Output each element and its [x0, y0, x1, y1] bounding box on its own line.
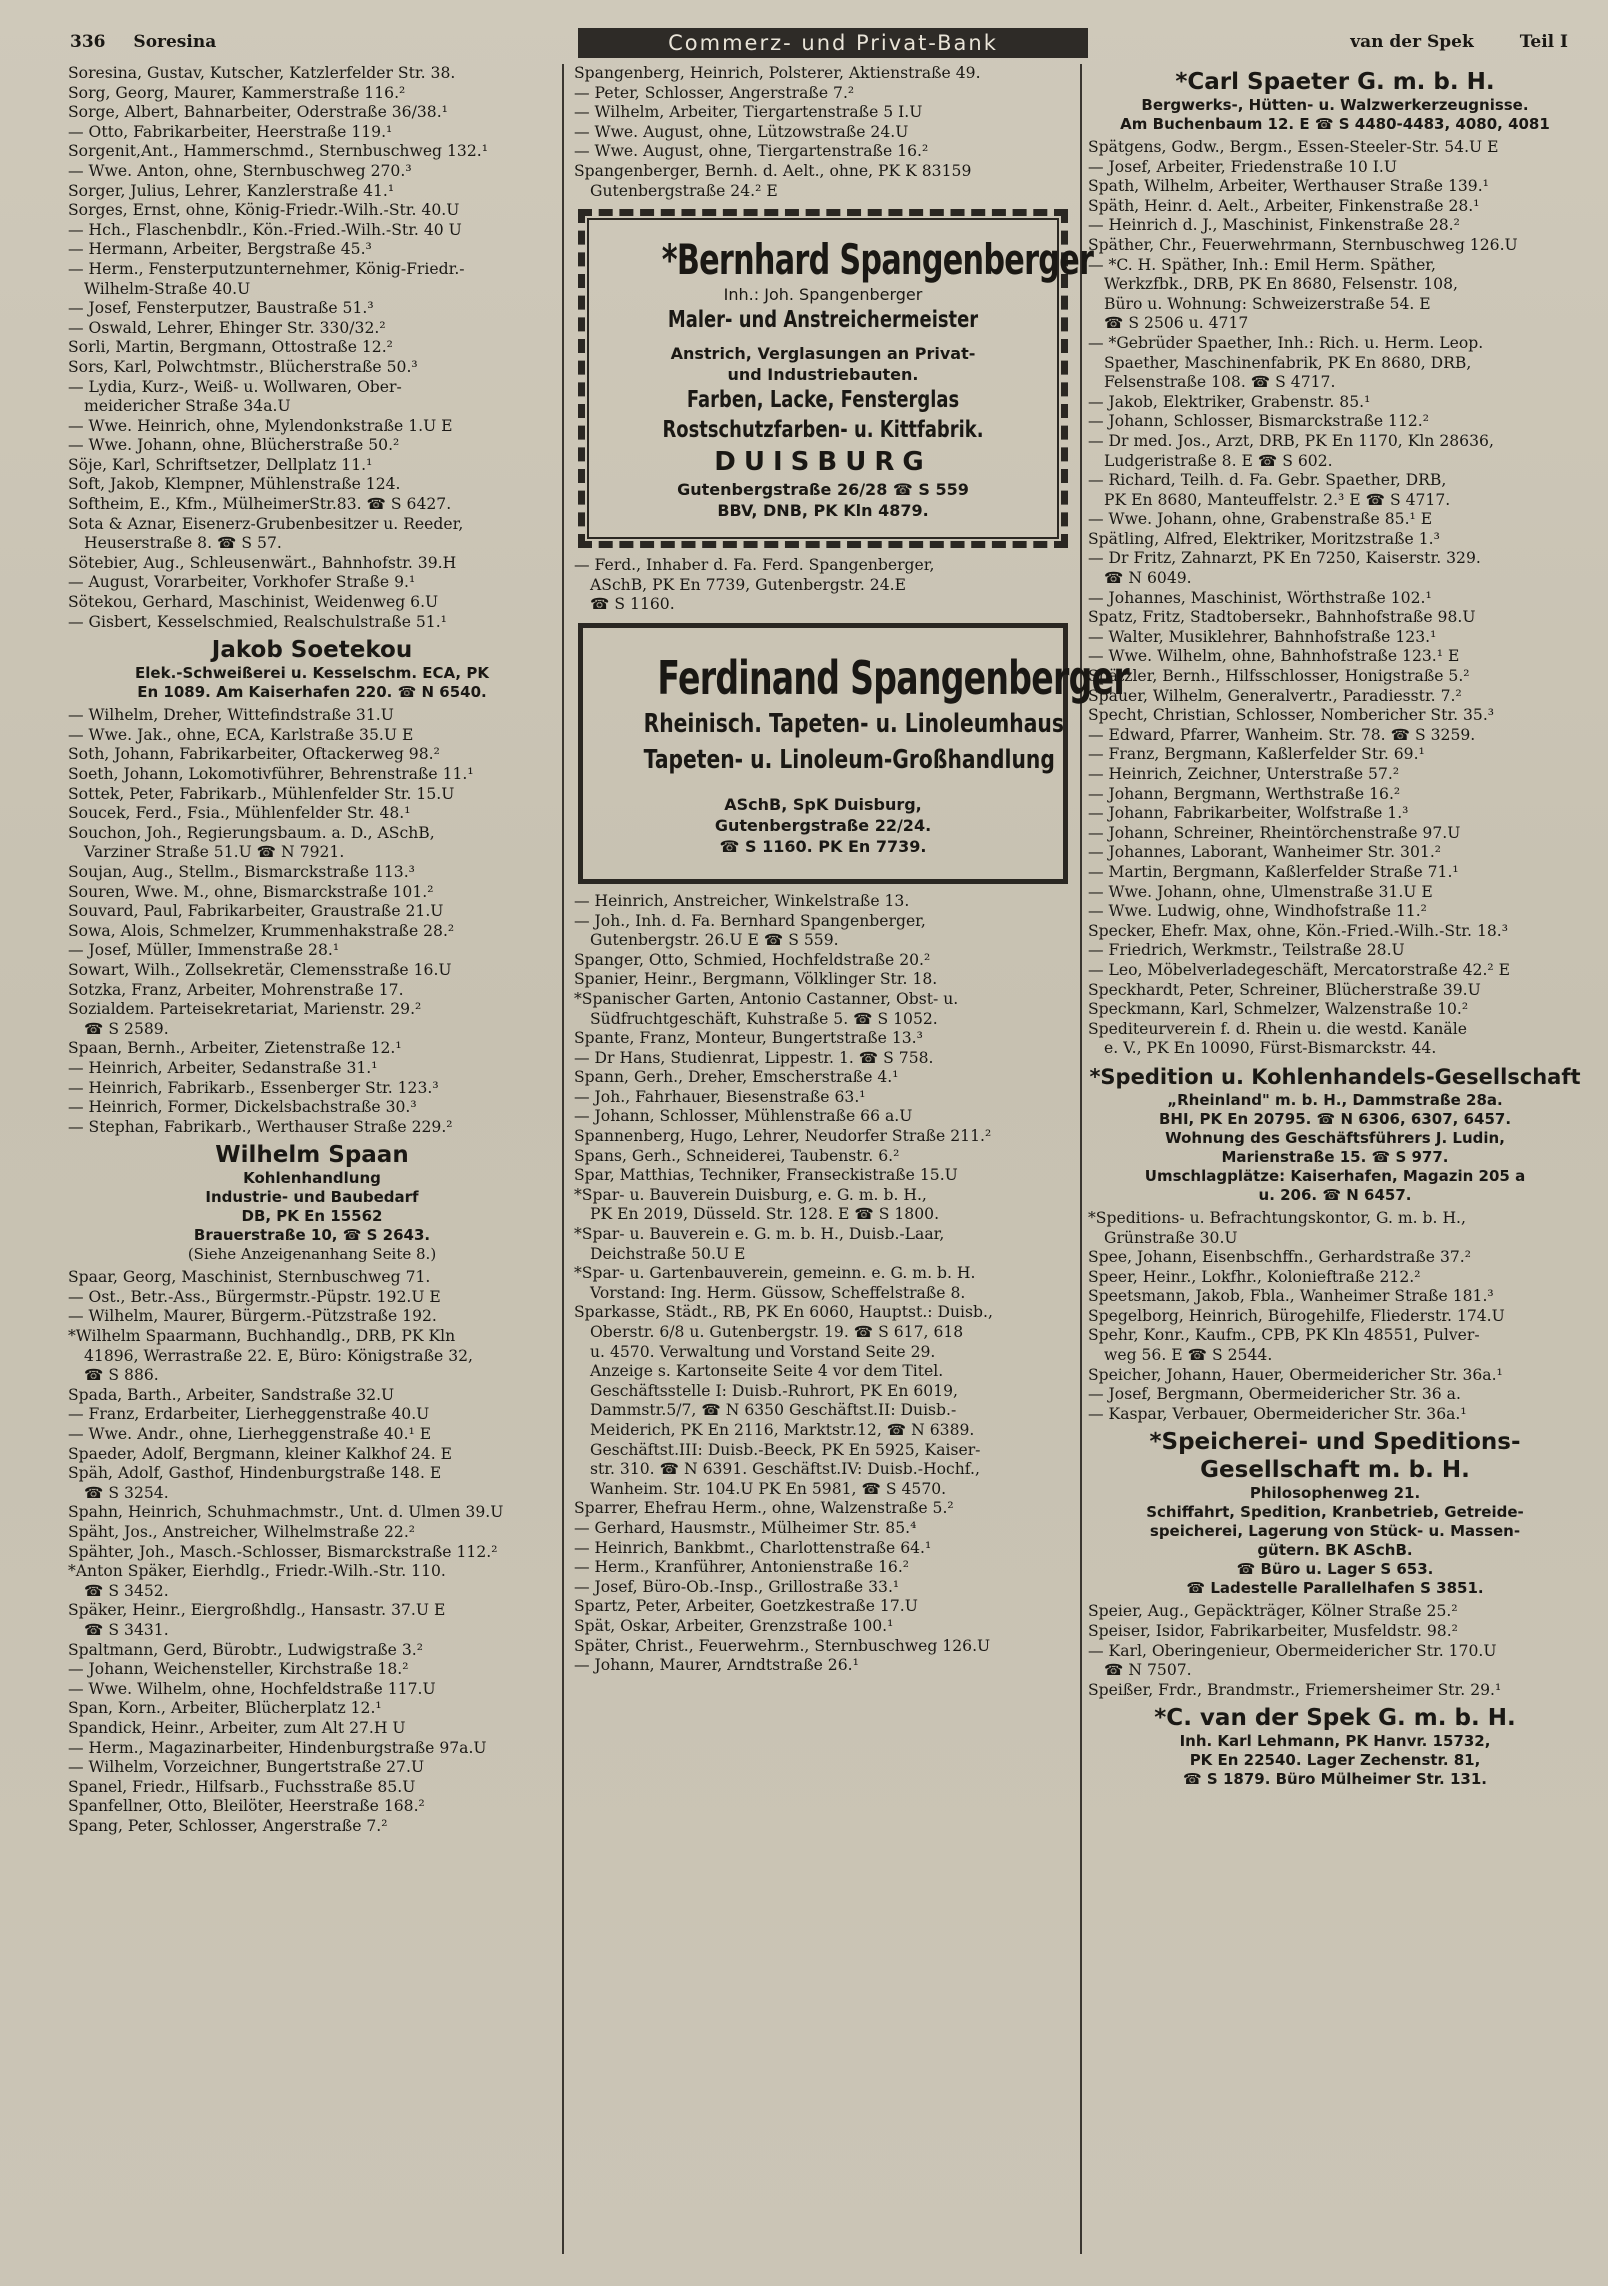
running-head-left: Soresina: [133, 32, 217, 52]
ad-ferdinand-line1: Rheinisch. Tapeten- u. Linoleumhaus: [643, 708, 1064, 739]
directory-entry: — Hch., Flaschenbdlr., Kön.-Fried.-Wilh.-Str. 40 U: [68, 220, 462, 239]
ad-rheinland-line1: „Rheinland" m. b. H., Dammstraße 28a.: [1167, 1090, 1503, 1109]
directory-entry: Spada, Barth., Arbeiter, Sandstraße 32.U: [68, 1385, 395, 1404]
directory-entry: — Johann, Fabrikarbeiter, Wolfstraße 1.³: [1088, 804, 1409, 823]
bank-banner: Commerz- und Privat-Bank: [578, 28, 1088, 58]
ad-bernhard-service1: Anstrich, Verglasungen an Privat-: [670, 344, 976, 364]
directory-entry: Spaar, Georg, Maschinist, Sternbuschweg 71.: [68, 1268, 431, 1287]
ad-spaan-note: (Siehe Anzeigenanhang Seite 8.): [187, 1245, 437, 1264]
ad-speicherei: [1088, 1428, 1582, 1598]
directory-entry: — Wwe. Wilhelm, ohne, Bahnhofstraße 123.¹ E: [1088, 647, 1460, 666]
entries-1c: [68, 1268, 556, 1836]
directory-entry: — Wwe. August, ohne, Tiergartenstraße 16.²: [574, 142, 929, 161]
directory-entry: — Wwe. Johann, ohne, Grabenstraße 85.¹ E: [1088, 510, 1433, 529]
ad-vanderspek-line3: ☎ S 1879. Büro Mülheimer Str. 131.: [1183, 1770, 1487, 1789]
directory-entry: Spanfellner, Otto, Bleilöter, Heerstraße 168.²: [68, 1797, 425, 1816]
ad-spaeter-name: *Carl Spaeter G. m. b. H.: [1175, 69, 1495, 95]
ad-rheinland-line5: Umschlagplätze: Kaiserhafen, Magazin 205 a: [1144, 1166, 1526, 1185]
directory-entry: Deichstraße 50.U E: [590, 1244, 746, 1263]
directory-entry: Span, Korn., Arbeiter, Blücherplatz 12.¹: [68, 1699, 382, 1718]
directory-entry: — Wwe. Wilhelm, ohne, Hochfeldstraße 117.U: [68, 1679, 436, 1698]
page-number: 336: [70, 32, 106, 52]
ad-spaan: [68, 1141, 556, 1264]
directory-entry: — Heinrich, Anstreicher, Winkelstraße 13.: [574, 891, 910, 910]
directory-entry: weg 56. E ☎ S 2544.: [1104, 1346, 1273, 1365]
directory-entry: — Kaspar, Verbauer, Obermeidericher Str. 36a.¹: [1088, 1404, 1467, 1423]
column-2: [574, 64, 1129, 1676]
directory-entry: — Leo, Möbelverladegeschäft, Mercatorstraße 42.² E: [1088, 960, 1511, 979]
directory-entry: — Ferd., Inhaber d. Fa. Ferd. Spangenberger,: [574, 556, 935, 575]
directory-entry: *Spar- u. Gartenbauverein, gemeinn. e. G. m. b. H.: [574, 1264, 976, 1283]
directory-entry: Felsenstraße 108. ☎ S 4717.: [1104, 373, 1336, 392]
ad-rheinland-name: *Spedition u. Kohlenhandels-Gesellschaft: [1089, 1064, 1581, 1089]
directory-entry: — Johann, Weichensteller, Kirchstraße 18.²: [68, 1660, 409, 1679]
directory-entry: — Wilhelm, Maurer, Bürgerm.-Pützstraße 192.: [68, 1307, 437, 1326]
directory-entry: Specht, Christian, Schlosser, Nombericher Str. 35.³: [1088, 706, 1495, 725]
directory-entry: ☎ S 3254.: [84, 1483, 169, 1502]
directory-entry: — Dr Hans, Studienrat, Lippestr. 1. ☎ S 758.: [574, 1048, 934, 1067]
directory-entry: Spätling, Alfred, Elektriker, Moritzstraße 1.³: [1088, 529, 1440, 548]
directory-entry: — August, Vorarbeiter, Vorkhofer Straße 9.¹: [68, 573, 416, 592]
directory-entry: — Wilhelm, Dreher, Wittefindstraße 31.U: [68, 706, 394, 725]
ad-vanderspek-line1: Inh. Karl Lehmann, PK Hanvr. 15732,: [1179, 1732, 1491, 1751]
ad-speicherei-name2: Gesellschaft m. b. H.: [1200, 1457, 1470, 1484]
directory-entry: Dammstr.5/7, ☎ N 6350 Geschäftst.II: Duisb.-: [590, 1401, 957, 1420]
directory-entry: Sorges, Ernst, ohne, König-Friedr.-Wilh.-Str. 40.U: [68, 201, 460, 220]
directory-entry: — Heinrich d. J., Maschinist, Finkenstraße 28.²: [1088, 216, 1460, 235]
directory-entry: Vorstand: Ing. Herm. Güssow, Scheffelstraße 8.: [590, 1283, 966, 1302]
ad-ferdinand-banks: ASchB, SpK Duisburg,: [724, 794, 922, 814]
directory-entry: — Wwe. Andr., ohne, Lierheggenstraße 40.¹ E: [68, 1425, 432, 1444]
directory-entry: Spanier, Heinr., Bergmann, Völklinger Str. 18.: [574, 970, 938, 989]
directory-entry: Soujan, Aug., Stellm., Bismarckstraße 113.³: [68, 862, 415, 881]
directory-entry: — Heinrich, Former, Dickelsbachstraße 30.³: [68, 1098, 417, 1117]
column-divider-1: [562, 64, 564, 2254]
directory-entry: *Speditions- u. Befrachtungskontor, G. m. b. H.,: [1088, 1208, 1466, 1227]
directory-entry: *Spar- u. Bauverein Duisburg, e. G. m. b. H.,: [574, 1185, 927, 1204]
directory-entry: — Wwe. Heinrich, ohne, Mylendonkstraße 1.U E: [68, 416, 453, 435]
directory-entry: — Josef, Bergmann, Obermeidericher Str. 36 a.: [1088, 1385, 1461, 1404]
ad-ferdinand-title: Ferdinand Spangenberger: [657, 650, 1129, 705]
ad-soetekou-name: Jakob Soetekou: [211, 637, 413, 664]
ad-spaan-name: Wilhelm Spaan: [215, 1142, 409, 1169]
directory-entry: Anzeige s. Kartonseite Seite 4 vor dem Titel.: [590, 1362, 944, 1381]
directory-entry: Heuserstraße 8. ☎ S 57.: [84, 534, 282, 553]
ad-speicherei-line6: ☎ Ladestelle Parallelhafen S 3851.: [1186, 1579, 1484, 1598]
directory-entry: — Edward, Pfarrer, Wanheim. Str. 78. ☎ S 3259.: [1088, 725, 1476, 744]
directory-entry: Spegelborg, Heinrich, Bürogehilfe, Fliederstr. 174.U: [1088, 1306, 1505, 1325]
directory-entry: — Johann, Maurer, Arndtstraße 26.¹: [574, 1656, 859, 1675]
ad-bernhard-service2: und Industriebauten.: [727, 365, 919, 385]
directory-entry: Spähter, Joh., Masch.-Schlosser, Bismarckstraße 112.²: [68, 1542, 498, 1561]
directory-entry: Geschäftsstelle I: Duisb.-Ruhrort, PK En 6019,: [590, 1381, 958, 1400]
ad-van-der-spek: [1088, 1704, 1582, 1789]
directory-entry: Spann, Gerh., Dreher, Emscherstraße 4.¹: [574, 1068, 899, 1087]
ad-soetekou-line1: Elek.-Schweißerei u. Kesselschm. ECA, PK: [135, 664, 489, 683]
column-1: [68, 64, 556, 1837]
directory-entry: — *Gebrüder Spaether, Inh.: Rich. u. Herm. Leop.: [1088, 333, 1484, 352]
directory-entry: Sowa, Alois, Schmelzer, Krummenhakstraße 28.²: [68, 921, 455, 940]
directory-entry: Späker, Heinr., Eiergroßhdlg., Hansastr. 37.U E: [68, 1601, 446, 1620]
entries-3b: [1088, 1209, 1582, 1425]
directory-entry: ASchB, PK En 7739, Gutenbergstr. 24.E: [590, 575, 906, 594]
ad-vanderspek-name: *C. van der Spek G. m. b. H.: [1154, 1705, 1516, 1732]
directory-entry: Speetsmann, Jakob, Fbla., Wanheimer Straße 181.³: [1088, 1287, 1494, 1306]
directory-entry: — Friedrich, Werkmstr., Teilstraße 28.U: [1088, 941, 1405, 960]
ad-rheinland-line3: Wohnung des Geschäftsführers J. Ludin,: [1165, 1128, 1505, 1147]
directory-entry: Soft, Jakob, Klempner, Mühlenstraße 124.: [68, 475, 401, 494]
directory-entry: ☎ S 1160.: [590, 595, 675, 614]
part-label: Teil I: [1519, 32, 1568, 52]
directory-entry: Soresina, Gustav, Kutscher, Katzlerfelder Str. 38.: [68, 64, 456, 82]
ad-soetekou: [68, 636, 556, 702]
directory-entry: — Johannes, Maschinist, Wörthstraße 102.¹: [1088, 588, 1432, 607]
directory-entry: PK En 8680, Manteuffelstr. 2.³ E ☎ S 4717.: [1104, 490, 1451, 509]
ad-bernhard-product1: Farben, Lacke, Fensterglas: [686, 387, 960, 414]
directory-entry: Spätgens, Godw., Bergm., Essen-Steeler-Str. 54.U E: [1088, 138, 1499, 156]
directory-entry: ☎ S 2506 u. 4717: [1104, 314, 1249, 333]
directory-entry: Soth, Johann, Fabrikarbeiter, Oftackerweg 98.²: [68, 745, 440, 764]
ad-bernhard-address: Gutenbergstraße 26/28 ☎ S 559: [677, 480, 969, 500]
directory-entry: — Otto, Fabrikarbeiter, Heerstraße 119.¹: [68, 122, 393, 141]
directory-entry: *Spar- u. Bauverein e. G. m. b. H., Duisb.-Laar,: [574, 1225, 945, 1244]
directory-entry: — Dr med. Jos., Arzt, DRB, PK En 1170, Kln 28636,: [1088, 431, 1494, 450]
directory-entry: — Herm., Fensterputzunternehmer, König-Friedr.-: [68, 259, 465, 278]
directory-entry: *Wilhelm Spaarmann, Buchhandlg., DRB, PK Kln: [68, 1327, 456, 1346]
ad-rheinland-line4: Marienstraße 15. ☎ S 977.: [1221, 1147, 1449, 1166]
ad-spaeter-line1: Bergwerks-, Hütten- u. Walzwerkerzeugnisse.: [1141, 96, 1529, 114]
directory-entry: — Richard, Teilh. d. Fa. Gebr. Spaether, DRB,: [1088, 471, 1447, 490]
directory-entry: Sotzka, Franz, Arbeiter, Mohrenstraße 17.: [68, 980, 404, 999]
directory-entry: Soucek, Ferd., Fsia., Mühlenfelder Str. 48.¹: [68, 804, 411, 823]
directory-entry: Spät, Oskar, Arbeiter, Grenzstraße 100.¹: [574, 1616, 894, 1635]
entries-2b: [574, 556, 1072, 615]
directory-entry: — Heinrich, Bankbmt., Charlottenstraße 64.¹: [574, 1538, 932, 1557]
directory-entry: Später, Christ., Feuerwehrm., Sternbuschweg 126.U: [574, 1636, 991, 1655]
directory-entry: ☎ S 2589.: [84, 1019, 169, 1038]
directory-entry: — Josef, Fensterputzer, Baustraße 51.³: [68, 299, 374, 318]
directory-entry: Speckmann, Karl, Schmelzer, Walzenstraße 10.²: [1088, 1000, 1469, 1019]
directory-entry: Speier, Aug., Gepäckträger, Kölner Straße 25.²: [1088, 1602, 1458, 1621]
directory-entry: Spangenberger, Bernh. d. Aelt., ohne, PK K 83159: [574, 161, 972, 180]
column-divider-2: [1080, 64, 1082, 2254]
ad-ferdinand-phone: ☎ S 1160. PK En 7739.: [719, 836, 927, 856]
ad-rheinland: [1088, 1063, 1582, 1205]
directory-entry: ☎ S 3431.: [84, 1620, 169, 1639]
directory-entry: Speer, Heinr., Lokfhr., Kolonieftraße 212.²: [1088, 1267, 1421, 1286]
directory-entry: *Anton Späker, Eierhdlg., Friedr.-Wilh.-Str. 110.: [68, 1562, 446, 1581]
directory-entry: Grünstraße 30.U: [1104, 1228, 1238, 1247]
directory-entry: Sparkasse, Städt., RB, PK En 6060, Hauptst.: Duisb.,: [574, 1303, 993, 1322]
header-left: [70, 32, 238, 52]
ad-bernhard-title: *Bernhard Spangenberger: [661, 235, 1094, 285]
ad-speicherei-line1: Philosophenweg 21.: [1249, 1484, 1421, 1503]
directory-entry: ☎ S 886.: [84, 1366, 159, 1385]
ad-soetekou-line2: En 1089. Am Kaiserhafen 220. ☎ N 6540.: [137, 683, 487, 702]
directory-entry: — Wwe. Johann, ohne, Ulmenstraße 31.U E: [1088, 882, 1433, 901]
directory-entry: Sozialdem. Parteisekretariat, Marienstr. 29.²: [68, 1000, 422, 1019]
directory-entry: Specker, Ehefr. Max, ohne, Kön.-Fried.-Wilh.-Str. 18.³: [1088, 921, 1509, 940]
directory-entry: Geschäftst.III: Duisb.-Beeck, PK En 5925, Kaiser-: [590, 1440, 981, 1459]
ad-bernhard-city: DUISBURG: [714, 447, 932, 478]
directory-entry: Spaan, Bernh., Arbeiter, Zietenstraße 12.¹: [68, 1039, 402, 1058]
ad-speicherei-line2: Schiffahrt, Spedition, Kranbetrieb, Getreide-: [1146, 1503, 1524, 1522]
directory-entry: — Johann, Bergmann, Werthstraße 16.²: [1088, 784, 1401, 803]
directory-entry: Späh, Adolf, Gasthof, Hindenburgstraße 148. E: [68, 1464, 442, 1483]
directory-entry: PK En 2019, Düsseld. Str. 128. E ☎ S 1800.: [590, 1205, 940, 1224]
directory-entry: Spauer, Wilhelm, Generalvertr., Paradiesstr. 7.²: [1088, 686, 1462, 705]
directory-entry: Sorli, Martin, Bergmann, Ottostraße 12.²: [68, 338, 393, 357]
directory-entry: — Wwe. Johann, ohne, Blücherstraße 50.²: [68, 436, 400, 455]
directory-entry: ☎ S 3452.: [84, 1581, 169, 1600]
directory-entry: Gutenbergstr. 26.U E ☎ S 559.: [590, 931, 839, 950]
ad-spaan-line2: Industrie- und Baubedarf: [205, 1188, 419, 1207]
ad-speicherei-line4: gütern. BK ASchB.: [1257, 1541, 1413, 1560]
directory-entry: str. 310. ☎ N 6391. Geschäftst.IV: Duisb.-Hochf.,: [590, 1460, 980, 1479]
directory-entry: — *C. H. Späther, Inh.: Emil Herm. Späther,: [1088, 255, 1436, 274]
ad-vanderspek-line2: PK En 22540. Lager Zechenstr. 81,: [1189, 1751, 1481, 1770]
directory-entry: Büro u. Wohnung: Schweizerstraße 54. E: [1104, 294, 1431, 313]
directory-entry: Sowart, Wilh., Zollsekretär, Clemensstraße 16.U: [68, 960, 452, 979]
directory-entry: Südfruchtgeschäft, Kuhstraße 5. ☎ S 1052.: [590, 1009, 938, 1028]
directory-entry: Varziner Straße 51.U ☎ N 7921.: [84, 843, 345, 862]
directory-entry: Sötebier, Aug., Schleusenwärt., Bahnhofstr. 39.H: [68, 553, 457, 572]
ad-bernhard-banks: BBV, DNB, PK Kln 4879.: [717, 501, 929, 521]
directory-entry: Spaeder, Adolf, Bergmann, kleiner Kalkhof 24. E: [68, 1444, 453, 1463]
directory-entry: Späht, Jos., Anstreicher, Wilhelmstraße 22.²: [68, 1523, 416, 1541]
directory-entry: — Franz, Erdarbeiter, Lierheggenstraße 40.U: [68, 1405, 430, 1424]
ad-bernhard-spangenberger: [578, 209, 1094, 548]
directory-entry: Spatz, Fritz, Stadtobersekr., Bahnhofstraße 98.U: [1088, 608, 1476, 627]
directory-entry: Spahn, Heinrich, Schuhmachmstr., Unt. d. Ulmen 39.U: [68, 1503, 504, 1522]
directory-entry: Sorger, Julius, Lehrer, Kanzlerstraße 41.¹: [68, 181, 395, 200]
page-header: [70, 28, 1568, 58]
directory-entry: ☎ N 7507.: [1104, 1661, 1192, 1680]
ad-ferdinand-address: Gutenbergstraße 22/24.: [714, 815, 932, 835]
directory-entry: Spanger, Otto, Schmied, Hochfeldstraße 20.²: [574, 950, 931, 969]
directory-entry: — Wilhelm, Vorzeichner, Bungertstraße 27.U: [68, 1758, 425, 1777]
directory-entry: Spannenberg, Hugo, Lehrer, Neudorfer Straße 211.²: [574, 1127, 992, 1146]
directory-entry: Souren, Wwe. M., ohne, Bismarckstraße 101.²: [68, 882, 434, 901]
directory-entry: Spath, Wilhelm, Arbeiter, Werthauser Straße 139.¹: [1088, 177, 1489, 196]
directory-entry: Speiser, Isidor, Fabrikarbeiter, Musfeldstr. 98.²: [1088, 1622, 1458, 1641]
directory-entry: Sota & Aznar, Eisenerz-Grubenbesitzer u. Reeder,: [68, 514, 464, 533]
directory-entry: Soeth, Johann, Lokomotivführer, Behrenstraße 11.¹: [68, 765, 474, 783]
entries-2a: [574, 64, 1072, 201]
directory-entry: e. V., PK En 10090, Fürst-Bismarckstr. 44.: [1104, 1039, 1437, 1058]
ad-carl-spaeter: [1088, 68, 1582, 134]
ad-spaan-line3: DB, PK En 15562: [241, 1207, 383, 1226]
directory-entry: — Peter, Schlosser, Angerstraße 7.²: [574, 83, 855, 102]
directory-entry: 41896, Werrastraße 22. E, Büro: Königstraße 32,: [84, 1346, 473, 1365]
directory-entry: — Johann, Schlosser, Mühlenstraße 66 a.U: [574, 1107, 913, 1126]
directory-entry: — Heinrich, Zeichner, Unterstraße 57.²: [1088, 765, 1400, 783]
ad-speicherei-name1: *Speicherei- und Speditions-: [1149, 1429, 1521, 1456]
directory-entry: — Dr Fritz, Zahnarzt, PK En 7250, Kaiserstr. 329.: [1088, 549, 1481, 568]
directory-entry: Speicher, Johann, Hauer, Obermeidericher Str. 36a.¹: [1088, 1365, 1503, 1384]
ad-bernhard-product2: Rostschutzfarben- u. Kittfabrik.: [662, 417, 984, 444]
directory-entry: — Wwe. Ludwig, ohne, Windhofstraße 11.²: [1088, 902, 1427, 921]
directory-entry: Werkzfbk., DRB, PK En 8680, Felsenstr. 108,: [1104, 275, 1458, 294]
directory-entry: Sötekou, Gerhard, Maschinist, Weidenweg 6.U: [68, 593, 439, 612]
directory-entry: — Franz, Bergmann, Kaßlerfelder Str. 69.¹: [1088, 745, 1425, 764]
directory-entry: Spätzler, Bernh., Hilfsschlosser, Honigstraße 5.²: [1088, 667, 1470, 686]
directory-entry: — Heinrich, Fabrikarb., Essenberger Str. 123.³: [68, 1078, 439, 1097]
directory-entry: Spang, Peter, Schlosser, Angerstraße 7.²: [68, 1816, 388, 1835]
directory-entry: Speißer, Frdr., Brandmstr., Friemersheimer Str. 29.¹: [1088, 1680, 1502, 1699]
directory-entry: — Jakob, Elektriker, Grabenstr. 85.¹: [1088, 392, 1371, 411]
directory-entry: — Johann, Schreiner, Rheintörchenstraße 97.U: [1088, 823, 1461, 842]
directory-entry: Sorg, Georg, Maurer, Kammerstraße 116.²: [68, 83, 406, 102]
directory-entry: Spee, Johann, Eisenbschffn., Gerhardstraße 37.²: [1088, 1248, 1471, 1267]
directory-entry: Späth, Heinr. d. Aelt., Arbeiter, Finkenstraße 28.¹: [1088, 196, 1480, 215]
directory-entry: Söje, Karl, Schriftsetzer, Dellplatz 11.¹: [68, 455, 373, 474]
directory-entry: u. 4570. Verwaltung und Vorstand Seite 29.: [590, 1342, 936, 1361]
ad-rheinland-line6: u. 206. ☎ N 6457.: [1258, 1185, 1412, 1204]
directory-entry: Spangenberg, Heinrich, Polsterer, Aktienstraße 49.: [574, 64, 981, 82]
entries-1a: [68, 64, 556, 632]
directory-entry: Spediteurverein f. d. Rhein u. die westd. Kanäle: [1088, 1019, 1467, 1038]
directory-entry: — Gisbert, Kesselschmied, Realschulstraße 51.¹: [68, 612, 447, 631]
directory-entry: — Johannes, Laborant, Wanheimer Str. 301.²: [1088, 843, 1442, 862]
ad-speicherei-line5: ☎ Büro u. Lager S 653.: [1236, 1560, 1434, 1579]
directory-entry: Ludgeristraße 8. E ☎ S 602.: [1104, 451, 1333, 470]
directory-entry: — Karl, Oberingenieur, Obermeidericher Str. 170.U: [1088, 1641, 1497, 1660]
directory-entry: Spandick, Heinr., Arbeiter, zum Alt 27.H U: [68, 1718, 406, 1737]
directory-entry: Späther, Chr., Feuerwehrmann, Sternbuschweg 126.U: [1088, 235, 1518, 254]
ad-bernhard-owner: Inh.: Joh. Spangenberger: [723, 285, 923, 305]
directory-entry: — Ost., Betr.-Ass., Bürgermstr.-Püpstr. 192.U E: [68, 1287, 441, 1306]
directory-entry: — Joh., Inh. d. Fa. Bernhard Spangenberger,: [574, 911, 926, 930]
directory-entry: — Martin, Bergmann, Kaßlerfelder Straße 71.¹: [1088, 862, 1459, 881]
directory-entry: Gutenbergstraße 24.² E: [590, 181, 778, 200]
directory-entry: ☎ N 6049.: [1104, 569, 1192, 588]
entries-2c: [574, 892, 1072, 1676]
directory-entry: — Wwe. Jak., ohne, ECA, Karlstraße 35.U E: [68, 725, 414, 744]
directory-entry: — Stephan, Fabrikarb., Werthauser Straße 229.²: [68, 1117, 453, 1136]
directory-entry: — Oswald, Lehrer, Ehinger Str. 330/32.²: [68, 318, 386, 337]
ad-speicherei-line3: speicherei, Lagerung von Stück- u. Massen-: [1149, 1522, 1521, 1541]
directory-entry: — Hermann, Arbeiter, Bergstraße 45.³: [68, 240, 372, 259]
directory-entry: — Gerhard, Hausmstr., Mülheimer Str. 85.⁴: [574, 1518, 917, 1537]
directory-entry: Sorge, Albert, Bahnarbeiter, Oderstraße 36/38.¹: [68, 103, 448, 122]
entries-3c: [1088, 1602, 1582, 1700]
directory-entry: Spanel, Friedr., Hilfsarb., Fuchsstraße 85.U: [68, 1777, 416, 1796]
directory-entry: Meiderich, PK En 2116, Marktstr.12, ☎ N 6389.: [590, 1420, 975, 1439]
directory-entry: Sors, Karl, Polwchtmstr., Blücherstraße 50.³: [68, 357, 418, 376]
directory-entry: — Josef, Büro-Ob.-Insp., Grillostraße 33.¹: [574, 1577, 900, 1596]
directory-entry: — Josef, Arbeiter, Friedenstraße 10 I.U: [1088, 157, 1398, 176]
directory-entry: Wanheim. Str. 104.U PK En 5981, ☎ S 4570.: [590, 1479, 947, 1498]
directory-entry: — Lydia, Kurz-, Weiß- u. Wollwaren, Ober-: [68, 377, 402, 396]
directory-entry: Softheim, E., Kfm., MülheimerStr.83. ☎ S 6427.: [68, 495, 452, 514]
directory-entry: meidericher Straße 34a.U: [84, 397, 291, 416]
directory-entry: — Johann, Schlosser, Bismarckstraße 112.²: [1088, 412, 1430, 431]
directory-entry: Spar, Matthias, Techniker, Franseckistraße 15.U: [574, 1166, 958, 1185]
header-right: [1310, 32, 1568, 52]
directory-entry: — Wilhelm, Arbeiter, Tiergartenstraße 5 I.U: [574, 103, 923, 122]
directory-entry: — Joh., Fahrhauer, Biesenstraße 63.¹: [574, 1087, 866, 1106]
directory-entry: Spans, Gerh., Schneiderei, Taubenstr. 6.²: [574, 1146, 900, 1165]
directory-entry: Sottek, Peter, Fabrikarb., Mühlenfelder Str. 15.U: [68, 784, 455, 803]
directory-entry: Spartz, Peter, Arbeiter, Goetzkestraße 17.U: [574, 1597, 918, 1616]
directory-entry: Sparrer, Ehefrau Herm., ohne, Walzenstraße 5.²: [574, 1499, 954, 1518]
directory-entry: — Wwe. Anton, ohne, Sternbuschweg 270.³: [68, 161, 412, 180]
directory-entry: — Wwe. August, ohne, Lützowstraße 24.U: [574, 122, 909, 141]
ad-spaeter-line2: Am Buchenbaum 12. E ☎ S 4480-4483, 4080, 4081: [1120, 115, 1550, 133]
entries-3a: [1088, 138, 1582, 1059]
directory-entry: Souchon, Joh., Regierungsbaum. a. D., ASchB,: [68, 823, 435, 842]
directory-entry: Spaltmann, Gerd, Bürobtr., Ludwigstraße 3.²: [68, 1640, 423, 1659]
running-head-right: van der Spek: [1350, 32, 1474, 52]
directory-entry: — Herm., Kranführer, Antonienstraße 16.²: [574, 1558, 910, 1577]
directory-entry: Spehr, Konr., Kaufm., CPB, PK Kln 48551, Pulver-: [1088, 1326, 1480, 1345]
column-3: [1088, 64, 1582, 1793]
ad-ferdinand-spangenberger: [578, 623, 1129, 884]
ad-spaan-line4: Brauerstraße 10, ☎ S 2643.: [193, 1226, 431, 1245]
entries-1b: [68, 706, 556, 1137]
directory-entry: Spante, Franz, Monteur, Bungertstraße 13.³: [574, 1029, 923, 1048]
directory-entry: Spaether, Maschinenfabrik, PK En 8680, DRB,: [1104, 353, 1472, 372]
directory-entry: *Spanischer Garten, Antonio Castanner, Obst- u.: [574, 989, 959, 1008]
ad-rheinland-line2: BHI, PK En 20795. ☎ N 6306, 6307, 6457.: [1158, 1109, 1512, 1128]
directory-entry: — Herm., Magazinarbeiter, Hindenburgstraße 97a.U: [68, 1738, 487, 1757]
directory-entry: — Josef, Müller, Immenstraße 28.¹: [68, 941, 340, 960]
directory-entry: Sorgenit,Ant., Hammerschmd., Sternbuschweg 132.¹: [68, 142, 488, 161]
ad-ferdinand-line2: Tapeten- u. Linoleum-Großhandlung: [643, 744, 1055, 775]
directory-entry: — Heinrich, Arbeiter, Sedanstraße 31.¹: [68, 1058, 378, 1077]
directory-entry: Souvard, Paul, Fabrikarbeiter, Graustraße 21.U: [68, 902, 444, 921]
ad-spaan-line1: Kohlenhandlung: [243, 1169, 381, 1188]
directory-entry: — Walter, Musiklehrer, Bahnhofstraße 123.¹: [1088, 627, 1437, 646]
directory-entry: Wilhelm-Straße 40.U: [84, 279, 251, 298]
directory-entry: Oberstr. 6/8 u. Gutenbergstr. 19. ☎ S 617, 618: [590, 1323, 964, 1341]
directory-entry: Speckhardt, Peter, Schreiner, Blücherstraße 39.U: [1088, 980, 1481, 999]
ad-bernhard-trade: Maler- und Anstreichermeister: [667, 307, 979, 334]
